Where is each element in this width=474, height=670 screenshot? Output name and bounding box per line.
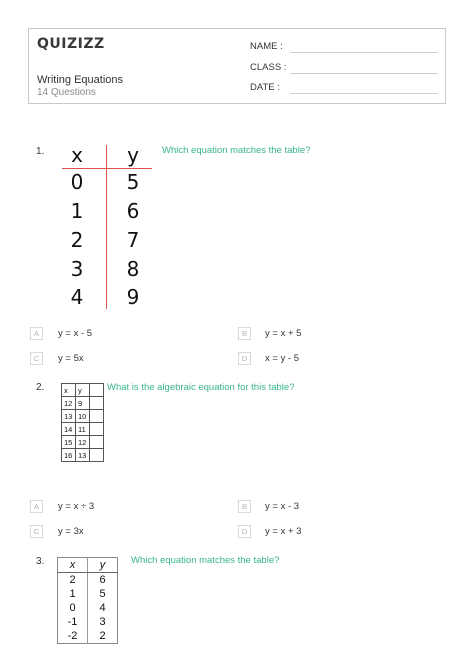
table-row	[62, 397, 104, 410]
table-cell-blank	[90, 397, 104, 410]
table-cell: -1	[58, 615, 88, 629]
option-a-badge[interactable]: A	[30, 327, 43, 340]
table-cell: -2	[58, 629, 88, 644]
xy-table	[61, 383, 104, 462]
table-row	[62, 423, 104, 436]
table-cell: 6	[126, 199, 140, 223]
option-c-text[interactable]: y = 3x	[58, 526, 84, 537]
table-cell: 2	[58, 573, 88, 588]
table-row	[58, 587, 118, 601]
option-a-text[interactable]: y = x - 5	[58, 328, 93, 339]
table-cell: 10	[76, 410, 90, 423]
table-cell: 12	[76, 436, 90, 449]
worksheet-subtitle: 14 Questions	[37, 87, 96, 98]
table-cell: 16	[62, 449, 76, 462]
table-row	[62, 410, 104, 423]
table-cell: 13	[76, 449, 90, 462]
table-cell: 3	[99, 616, 106, 628]
option-c-badge[interactable]: C	[30, 525, 43, 538]
option-b-badge[interactable]: B	[238, 327, 251, 340]
date-line[interactable]	[290, 93, 438, 94]
table-header-y: y	[88, 558, 118, 573]
name-line[interactable]	[290, 52, 438, 53]
question-text: What is the algebraic equation for this table?	[107, 382, 295, 393]
table-cell: 4	[70, 285, 84, 309]
table-header-y: y	[127, 143, 139, 167]
table-cell: 5	[126, 170, 140, 194]
name-label: NAME :	[250, 41, 283, 52]
table-row	[62, 384, 104, 397]
table-header-y: y	[76, 384, 90, 397]
table-cell: 5	[99, 588, 106, 600]
table-header-x: x	[58, 558, 88, 573]
table-cell-blank	[90, 423, 104, 436]
table-cell: 9	[76, 397, 90, 410]
table-row	[58, 629, 118, 644]
class-line[interactable]	[290, 73, 438, 74]
table-cell-blank	[90, 384, 104, 397]
table-row	[58, 573, 118, 588]
table-cell: 0	[58, 601, 88, 615]
date-label: DATE :	[250, 82, 280, 93]
table-cell: 1	[70, 199, 84, 223]
table-cell: 13	[62, 410, 76, 423]
t-table-horizontal-line	[62, 168, 152, 169]
table-row	[58, 601, 118, 615]
table-cell: 15	[62, 436, 76, 449]
table-cell-blank	[90, 449, 104, 462]
question-number: 1.	[36, 146, 45, 157]
question-number: 3.	[36, 556, 45, 567]
table-row	[62, 449, 104, 462]
question-text: Which equation matches the table?	[131, 555, 280, 566]
table-cell: 11	[76, 423, 90, 436]
option-a-text[interactable]: y = x ÷ 3	[58, 501, 95, 512]
xy-table	[57, 557, 118, 644]
table-cell: 7	[126, 228, 140, 252]
table-cell: 1	[58, 587, 88, 601]
option-c-text[interactable]: y = 5x	[58, 353, 84, 364]
option-b-text[interactable]: y = x + 5	[265, 328, 302, 339]
option-d-badge[interactable]: D	[238, 352, 251, 365]
table-cell: 12	[62, 397, 76, 410]
option-c-badge[interactable]: C	[30, 352, 43, 365]
table-row	[58, 558, 118, 573]
question-text: Which equation matches the table?	[162, 145, 311, 156]
worksheet-title: Writing Equations	[37, 74, 124, 86]
t-table	[62, 143, 154, 311]
table-row	[58, 615, 118, 629]
table-cell: 8	[126, 257, 140, 281]
question-number: 2.	[36, 382, 45, 393]
option-d-text[interactable]: y = x + 3	[265, 526, 302, 537]
option-b-badge[interactable]: B	[238, 500, 251, 513]
table-cell-blank	[90, 410, 104, 423]
table-cell: 4	[99, 602, 106, 614]
option-d-badge[interactable]: D	[238, 525, 251, 538]
table-cell: 0	[70, 170, 84, 194]
table-cell: 14	[62, 423, 76, 436]
quizizz-logo: QUIZIZZ	[37, 36, 105, 52]
table-cell: 6	[99, 574, 106, 586]
t-table-vertical-line	[106, 145, 107, 309]
table-header-x: x	[71, 143, 83, 167]
table-cell: 2	[99, 630, 106, 642]
table-cell: 2	[70, 228, 84, 252]
table-row	[62, 436, 104, 449]
option-a-badge[interactable]: A	[30, 500, 43, 513]
table-cell: 3	[70, 257, 84, 281]
table-cell-blank	[90, 436, 104, 449]
option-d-text[interactable]: x = y - 5	[265, 353, 300, 364]
option-b-text[interactable]: y = x - 3	[265, 501, 300, 512]
table-header-x: x	[62, 384, 76, 397]
table-cell: 9	[126, 285, 140, 309]
class-label: CLASS :	[250, 62, 287, 73]
